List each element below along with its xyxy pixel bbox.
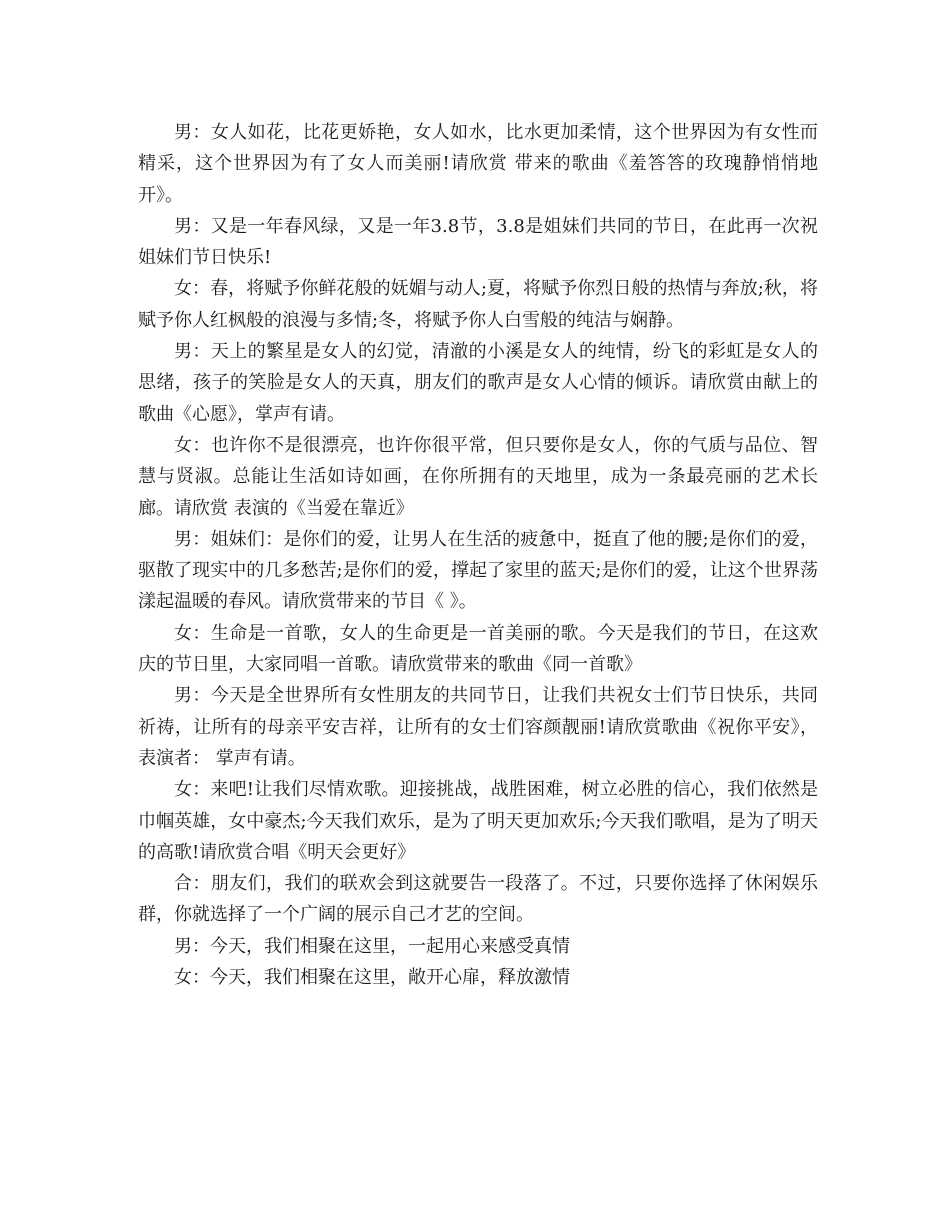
paragraph: 女：春，将赋予你鲜花般的妩媚与动人;夏，将赋予你烈日般的热情与奔放;秋，将赋予你人红枫般的浪漫与多情;冬，将赋予你人白雪般的纯洁与娴静。 — [138, 278, 818, 331]
document-body — [138, 117, 818, 993]
paragraph: 女：也许你不是很漂亮，也许你很平常，但只要你是女人，你的气质与品位、智慧与贤淑。总能让生活如诗如画，在你所拥有的天地里，成为一条最亮丽的艺术长廊。请欣赏 表演的《当爱在靠近》 — [138, 434, 818, 519]
paragraph: 男：又是一年春风绿，又是一年3.8节，3.8是姐妹们共同的节日，在此再一次祝姐妹们节日快乐! — [138, 215, 818, 269]
paragraph: 合：朋友们，我们的联欢会到这就要告一段落了。不过，只要你选择了休闲娱乐群，你就选择了一个广阔的展示自己才艺的空间。 — [138, 873, 818, 926]
paragraph: 男：天上的繁星是女人的幻觉，清澈的小溪是女人的纯情，纷飞的彩虹是女人的思绪，孩子的笑脸是女人的天真，朋友们的歌声是女人心情的倾诉。请欣赏由献上的歌曲《心愿》，掌声有请。 — [138, 341, 818, 425]
paragraph: 男：今天是全世界所有女性朋友的共同节日，让我们共祝女士们节日快乐，共同祈祷，让所有的母亲平安吉祥，让所有的女士们容颜靓丽!请欣赏歌曲《祝你平安》，表演者： 掌声有请。 — [138, 685, 818, 769]
paragraph: 男：姐妹们：是你们的爱，让男人在生活的疲惫中，挺直了他的腰;是你们的爱，驱散了现实中的几多愁苦;是你们的爱，撑起了家里的蓝天;是你们的爱，让这个世界荡漾起温暖的春风。请欣赏带来的节目《 》。 — [138, 528, 818, 613]
paragraph: 女：生命是一首歌，女人的生命更是一首美丽的歌。今天是我们的节日，在这欢庆的节日里，大家同唱一首歌。请欣赏带来的歌曲《同一首歌》 — [138, 622, 818, 676]
paragraph: 女：来吧!让我们尽情欢歌。迎接挑战，战胜困难，树立必胜的信心，我们依然是巾帼英雄，女中豪杰;今天我们欢乐，是为了明天更加欢乐;今天我们歌唱，是为了明天的高歌!请欣赏合唱《明天会更好》 — [138, 779, 818, 863]
paragraph: 男：今天，我们相聚在这里，一起用心来感受真情 — [174, 935, 570, 957]
paragraph: 男：女人如花，比花更娇艳，女人如水，比水更加柔情，这个世界因为有女性而精采，这个世界因为有了女人而美丽!请欣赏 带来的歌曲《羞答答的玫瑰静悄悄地开》。 — [138, 122, 818, 206]
paragraph: 女：今天，我们相聚在这里，敞开心扉，释放激情 — [174, 967, 570, 989]
